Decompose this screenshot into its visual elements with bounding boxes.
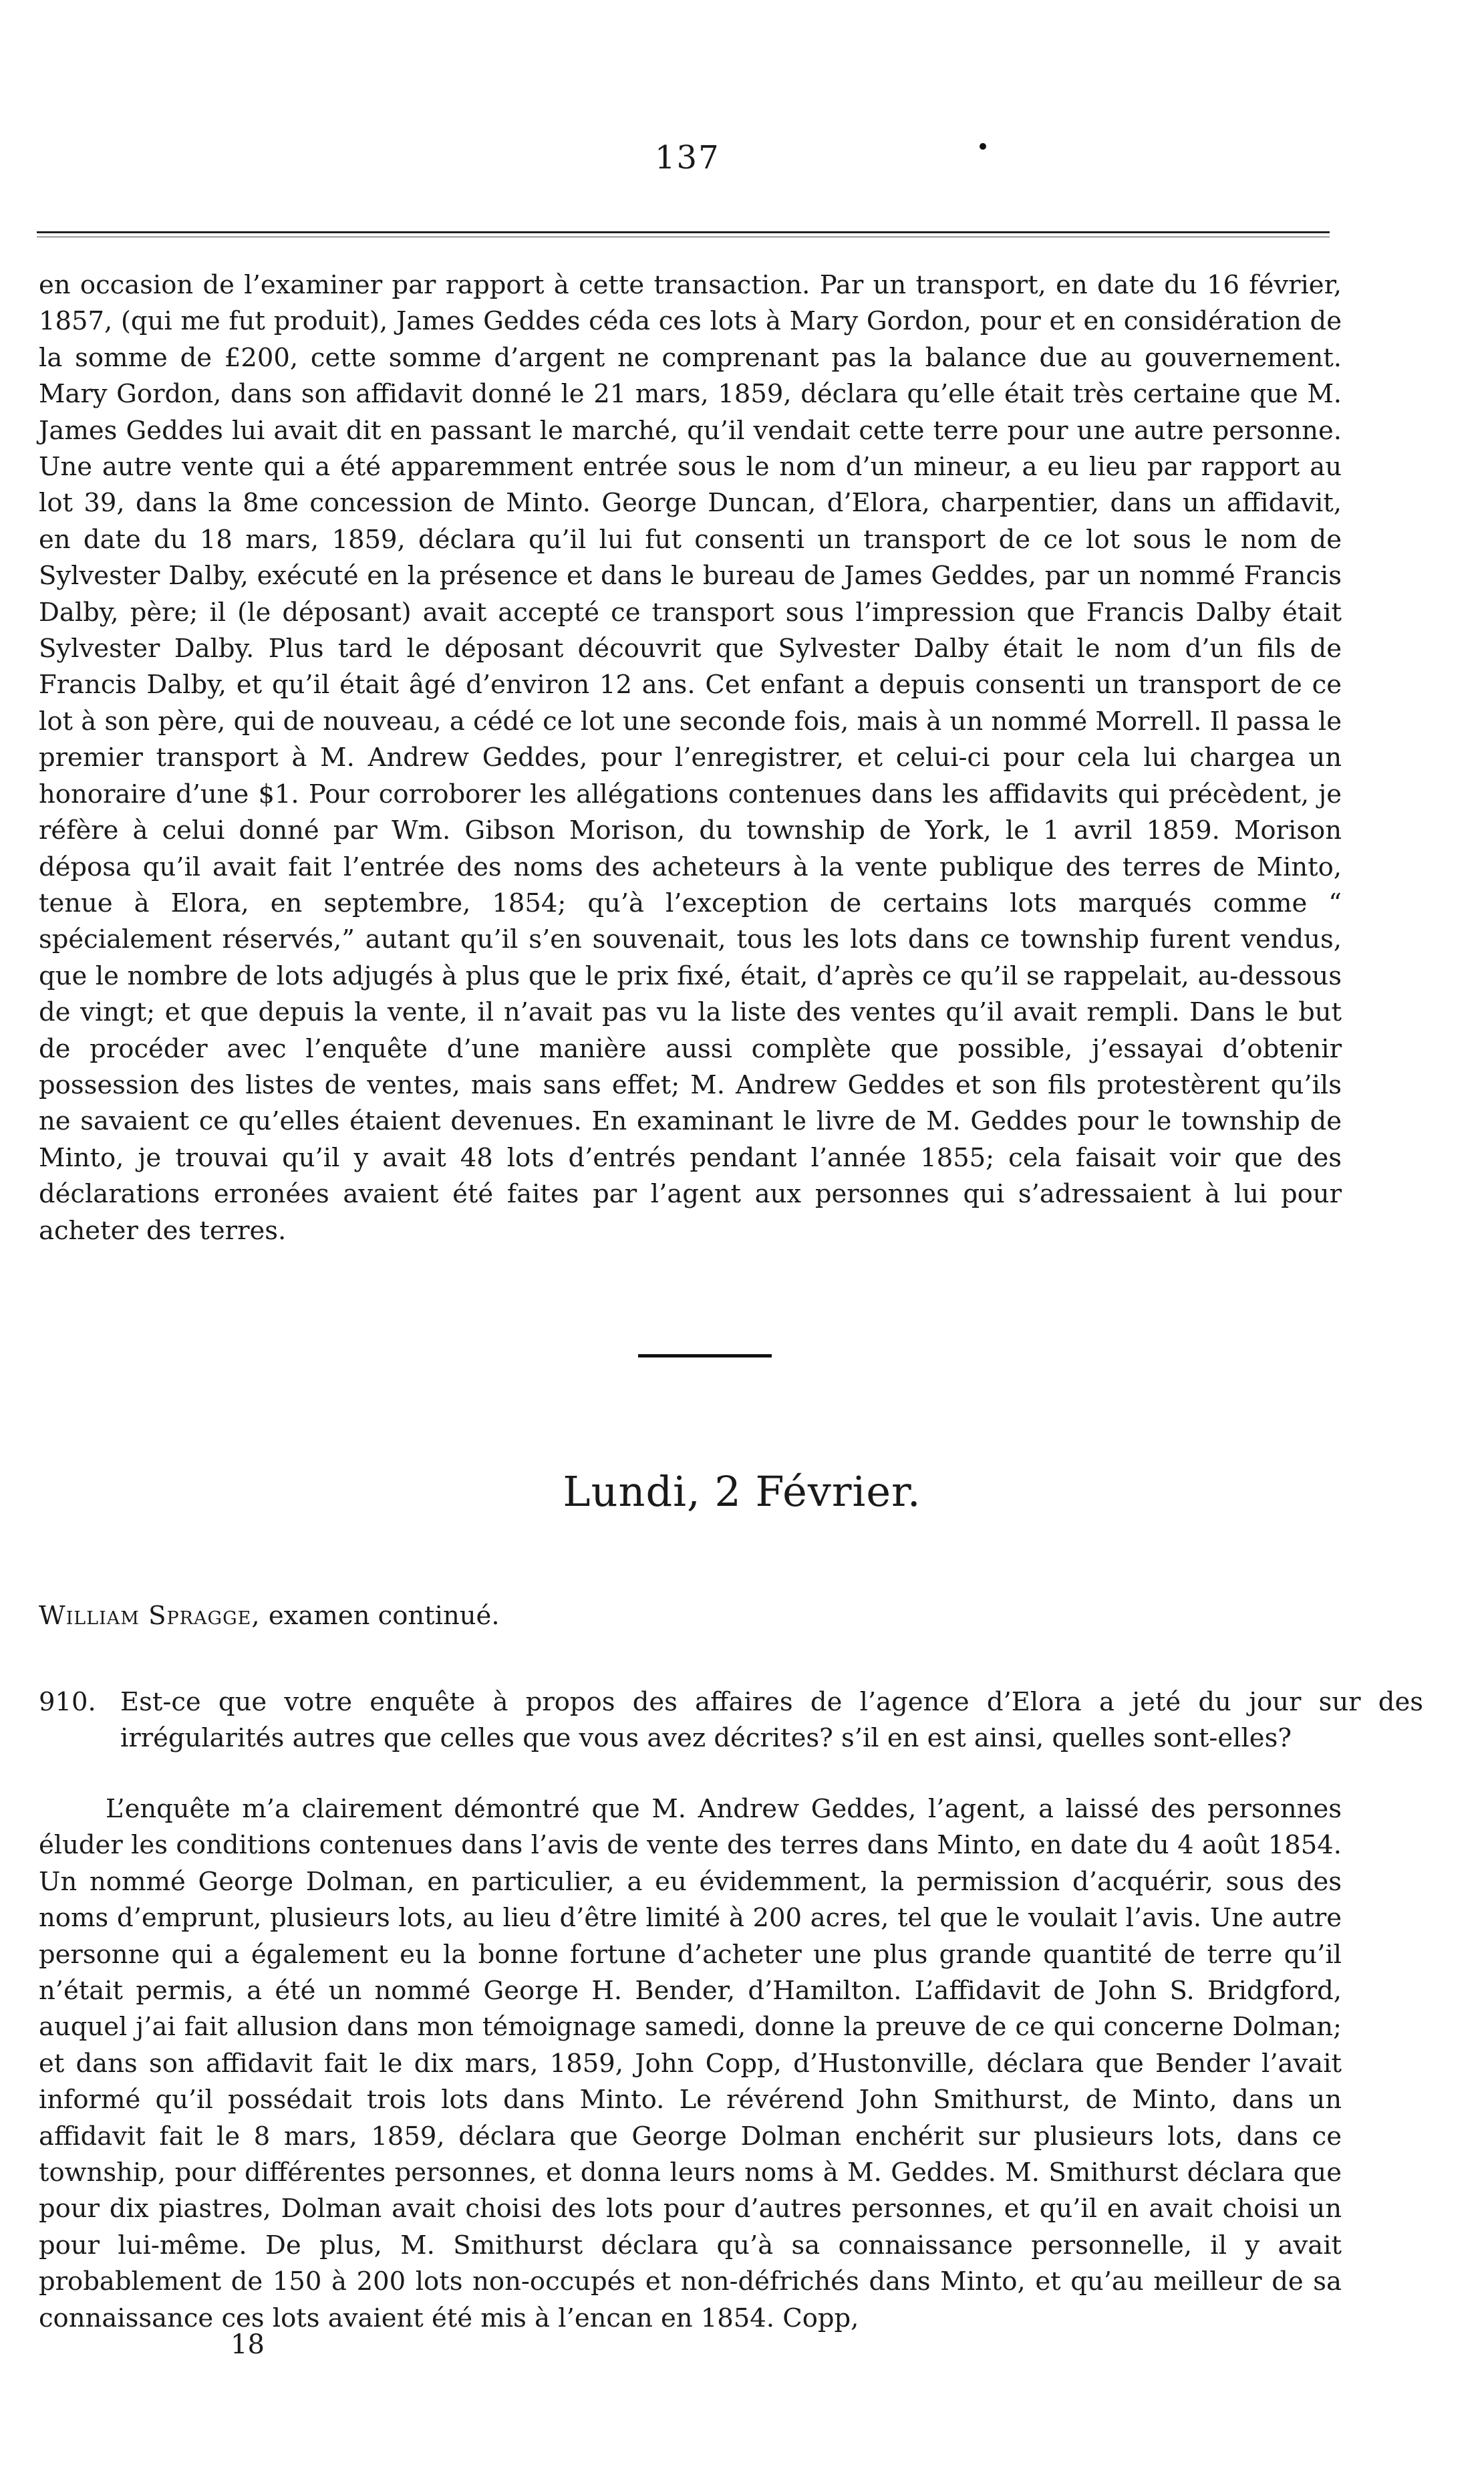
witness-name: William Spragge, bbox=[39, 1601, 261, 1631]
witness-line bbox=[39, 1601, 500, 1631]
question-number: 910. bbox=[39, 1687, 96, 1717]
signature-mark: 18 bbox=[231, 2329, 265, 2360]
answer-paragraph: L’enquête m’a clairement démontré que M. Andrew Geddes, l’agent, a laissé des personnes éluder les conditions contenues dans l’avis de vente des terres dans Minto, en date du 4 août 1854. Un nommé George Dolman, en particulier, a eu évidemment, la permission d’acquérir, sous des noms d’emprunt, plusieurs lots, au lieu d’être limité à 200 acres, tel que le voulait l’avis. Une autre personne qui a également eu la bonne fortune d’acheter une plus grande quantité de terre qu’il n’était permis, a été un nommé George H. Bender, d’Hamilton. L’affidavit de John S. Bridgford, auquel j’ai fait allusion dans mon témoignage samedi, donne la preuve de ce qui concerne Dolman; et dans son affidavit fait le dix mars, 1859, John Copp, d’Hustonville, déclara que Bender l’avait informé qu’il possédait trois lots dans Minto. Le révérend John Smithurst, de Minto, dans un affidavit fait le 8 mars, 1859, déclara que George Dolman enchérit sur plusieurs lots, dans ce township, pour différentes personnes, et donna leurs noms à M. Geddes. M. Smithurst déclara que pour dix piastres, Dolman avait choisi des lots pour d’autres personnes, et qu’il en avait choisi un pour lui-même. De plus, M. Smithurst déclara qu’à sa connaissance personnelle, il y avait probablement de 150 à 200 lots non-occupés et non-défrichés dans Minto, et qu’au meilleur de sa connaissance ces lots avaient été mis à l’encan en 1854. Copp, bbox=[39, 1794, 1342, 2333]
section-divider bbox=[638, 1354, 772, 1357]
section-heading: Lundi, 2 Février. bbox=[563, 1467, 921, 1516]
header-rule bbox=[37, 231, 1330, 233]
question-text: Est-ce que votre enquête à propos des affaires de l’agence d’Elora a jeté du jour sur des irrégularités autres que celles que vous avez décrites? s’il en est ainsi, quelles sont-elles? bbox=[120, 1687, 1423, 1754]
page-number: 137 bbox=[655, 139, 720, 176]
ink-speck bbox=[980, 143, 986, 150]
body-paragraph: en occasion de l’examiner par rapport à cette transaction. Par un transport, en date du 16 février, 1857, (qui me fut produit), James Geddes céda ces lots à Mary Gordon, pour et en considération de la somme de £200, cette somme d’argent ne comprenant pas la balance due au gouvernement. Mary Gordon, dans son affidavit donné le 21 mars, 1859, déclara qu’elle était très certaine que M. James Geddes lui avait dit en passant le marché, qu’il vendait cette terre pour une autre personne. Une autre vente qui a été apparemment entrée sous le nom d’un mineur, a eu lieu par rapport au lot 39, dans la 8me concession de Minto. George Duncan, d’Elora, charpentier, dans un affidavit, en date du 18 mars, 1859, déclara qu’il lui fut consenti un transport de ce lot sous le nom de Sylvester Dalby, exécuté en la présence et dans le bureau de James Geddes, par un nommé Francis Dalby, père; il (le déposant) avait accepté ce transport sous l’impression que Francis Dalby était Sylvester Dalby. Plus tard le déposant découvrit que Sylvester Dalby était le nom d’un fils de Francis Dalby, et qu’il était âgé d’environ 12 ans. Cet enfant a depuis consenti un transport de ce lot à son père, qui de nouveau, a cédé ce lot une seconde fois, mais à un nommé Morrell. Il passa le premier transport à M. Andrew Geddes, pour l’enregistrer, et celui-ci pour cela lui chargea un honoraire d’une $1. Pour corroborer les allégations contenues dans les affidavits qui précèdent, je réfère à celui donné par Wm. Gibson Morison, du township de York, le 1 avril 1859. Morison déposa qu’il avait fait l’entrée des noms des acheteurs à la vente publique des terres de Minto, tenue à Elora, en septembre, 1854; qu’à l’exception de certains lots marqués comme “ spécialement réservés,” autant qu’il s’en souvenait, tous les lots dans ce township furent vendus, que le nombre de lots adjugés à plus que le prix fixé, était, d’après ce qu’il se rappelait, au-dessous de vingt; et que depuis la vente, il n’avait pas vu la liste des ventes qu’il avait rempli. Dans le but de procéder avec l’enquête d’une manière aussi complète que possible, j’essayai d’obtenir possession des listes de ventes, mais sans effet; M. Andrew Geddes et son fils protestèrent qu’ils ne savaient ce qu’elles étaient devenues. En examinant le livre de M. Geddes pour le township de Minto, je trouvai qu’il y avait 48 lots d’entrés pendant l’année 1855; cela faisait voir que des déclarations erronées avaient été faites par l’agent aux personnes qui s’adressaient à lui pour acheter des terres. bbox=[39, 270, 1342, 1246]
question-paragraph bbox=[39, 1684, 1423, 1757]
witness-note: examen continué. bbox=[268, 1601, 500, 1631]
